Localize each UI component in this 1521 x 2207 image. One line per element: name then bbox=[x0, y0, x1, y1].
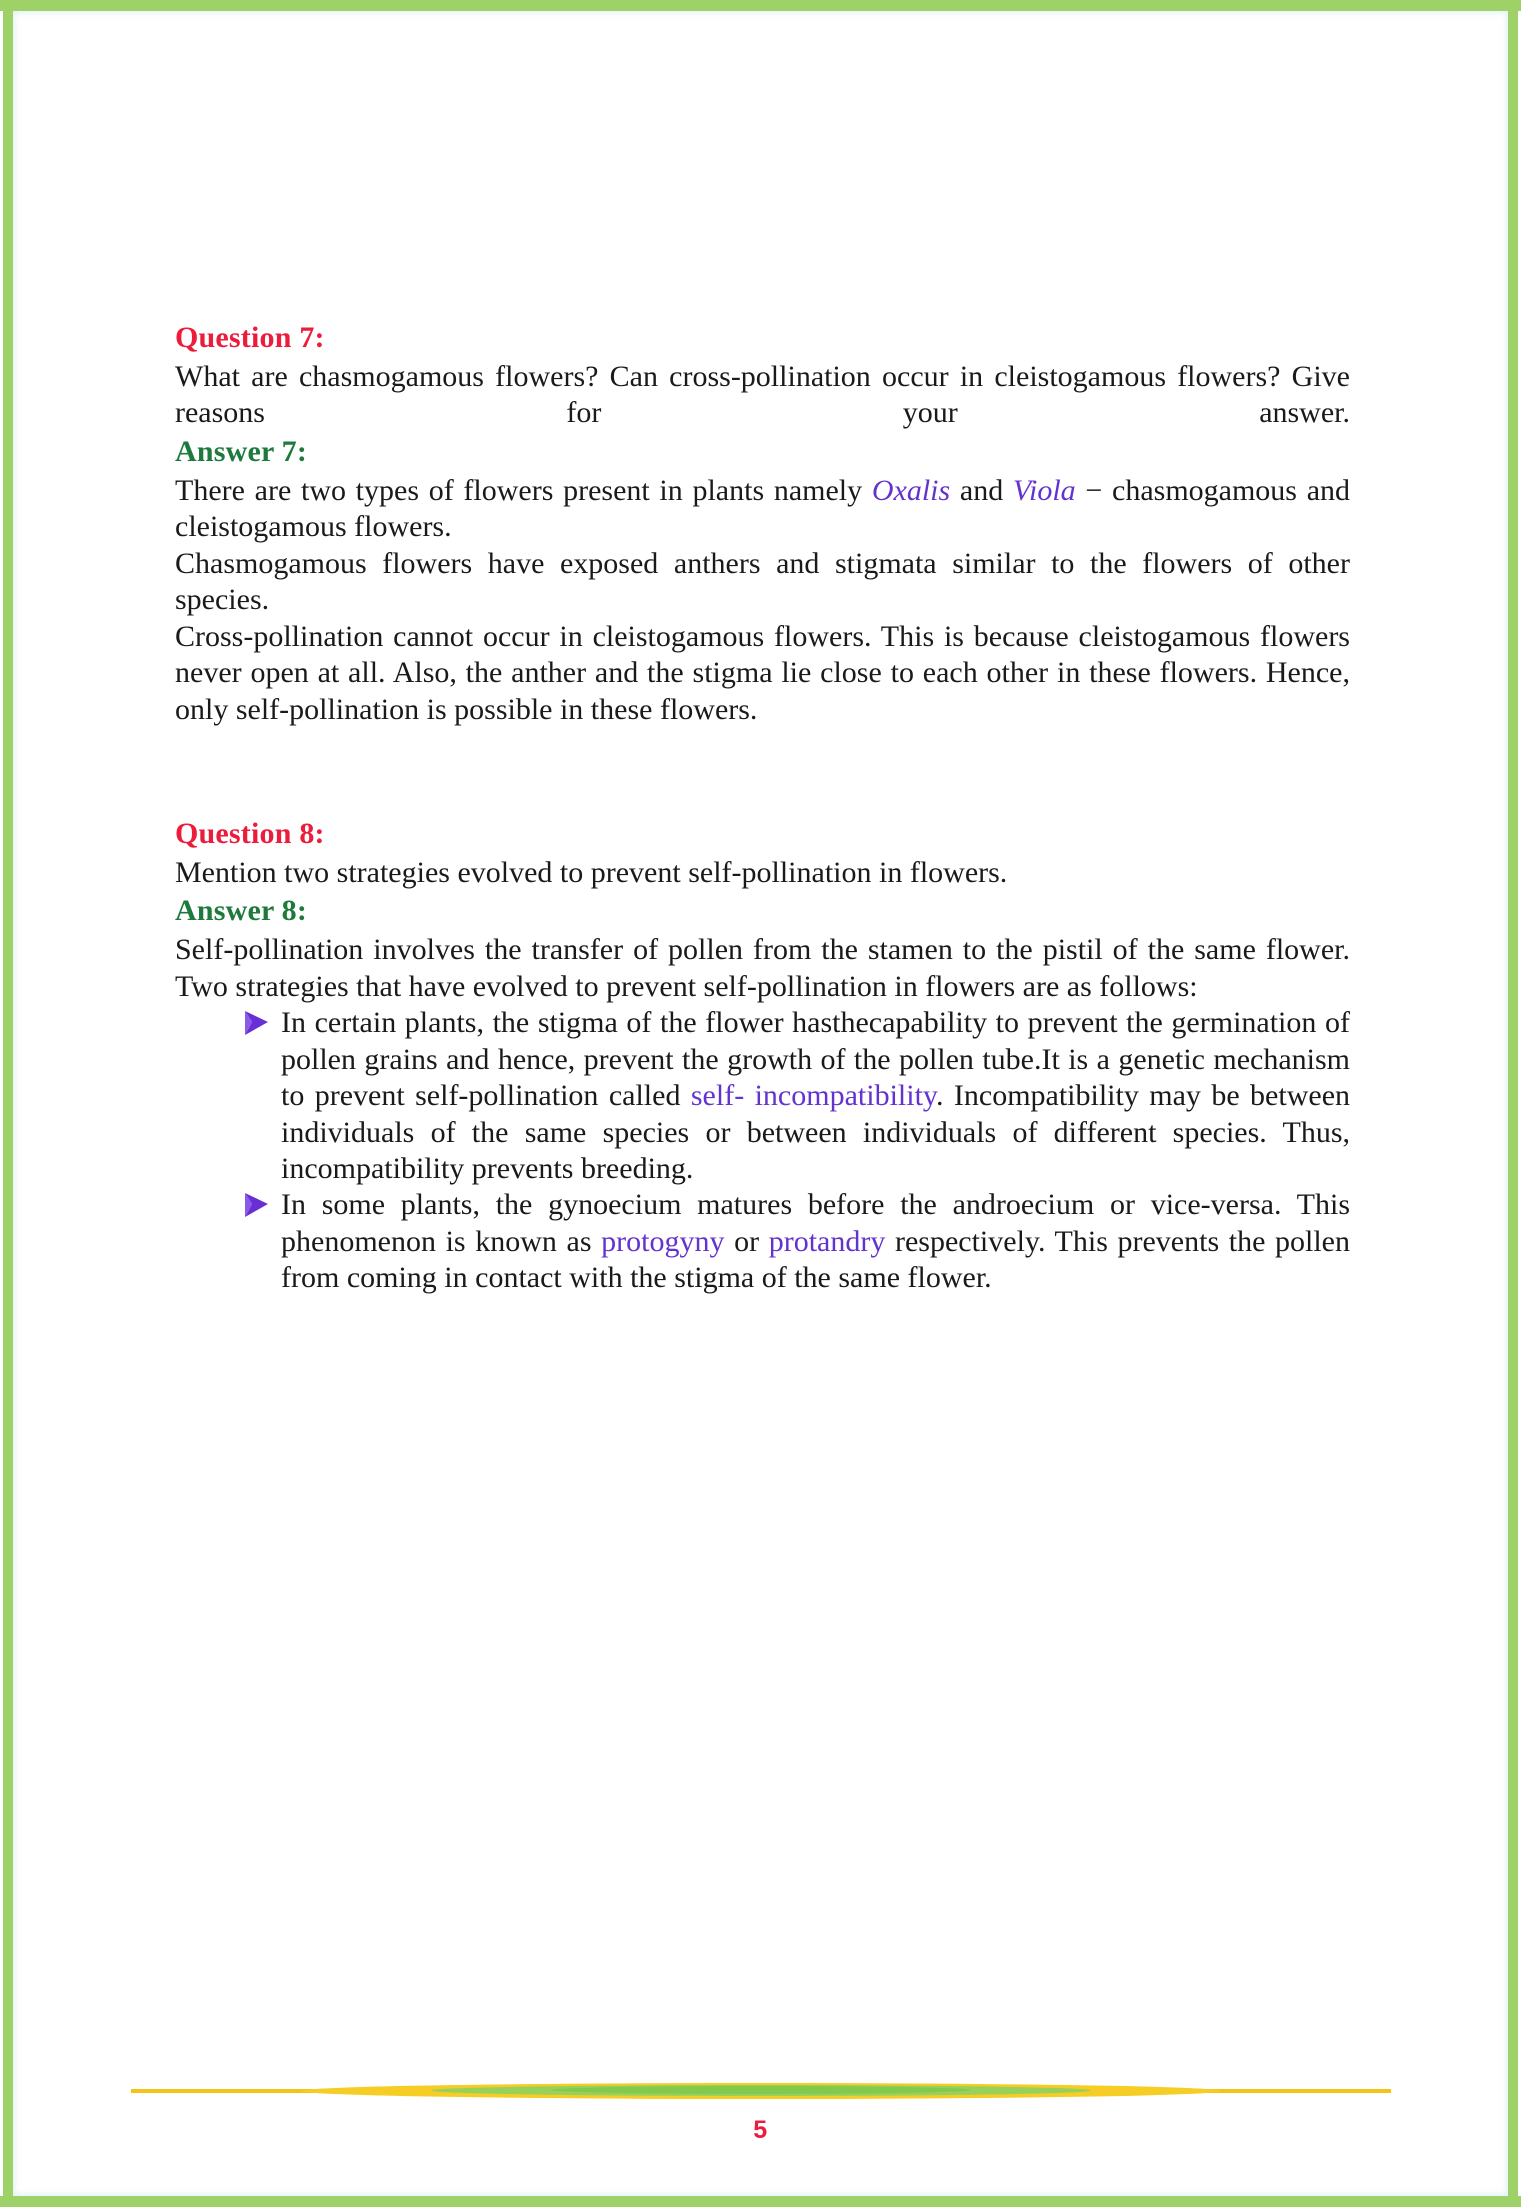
species-name-viola: Viola bbox=[1012, 473, 1076, 507]
page-border-left bbox=[3, 0, 13, 2207]
species-name-oxalis: Oxalis bbox=[871, 473, 951, 507]
question-8-heading: Question 8: bbox=[175, 816, 325, 850]
bullet-2-mid: or bbox=[724, 1224, 769, 1258]
footer-divider bbox=[131, 2080, 1391, 2102]
term-self-incompatibility: self- incompatibility bbox=[690, 1079, 936, 1113]
page-border-right bbox=[1508, 0, 1518, 2207]
term-protogyny: protogyny bbox=[601, 1224, 725, 1258]
answer-7-paragraph-1 bbox=[175, 473, 1350, 546]
page-border-top bbox=[0, 0, 1521, 11]
term-protandry: protandry bbox=[768, 1224, 886, 1258]
answer-7-p1-pre: There are two types of flowers present in plants namely bbox=[175, 473, 872, 507]
question-7-text: What are chasmogamous flowers? Can cross-pollination occur in cleistogamous flowers? Give reasons for your answer. bbox=[175, 360, 1350, 430]
question-7-heading: Question 7: bbox=[175, 321, 325, 354]
answer-8-heading: Answer 8: bbox=[175, 894, 308, 928]
page-border-bottom bbox=[0, 2196, 1521, 2207]
answer-7-p1-mid: and bbox=[950, 473, 1013, 507]
bullet-2-post: respectively. This prevents the pollen from coming in contact with the stigma of the same flower. bbox=[281, 1224, 1350, 1295]
footer-divider-core-inner bbox=[551, 2086, 971, 2094]
answer-7-heading: Answer 7: bbox=[175, 434, 308, 468]
answer-7-p1-post: − chasmogamous and cleistogamous flowers. bbox=[175, 473, 1351, 544]
page-number: 5 bbox=[753, 2116, 768, 2144]
answer-7-paragraph-3: Cross-pollination cannot occur in cleistogamous flowers. This is because cleistogamous flowers never open at all. Also, the anther and the stigma lie close to each other in these flowers. Hence, only self-pollination is possible in these flowers. bbox=[175, 619, 1350, 726]
answer-8-intro: Self-pollination involves the transfer of pollen from the stamen to the pistil of the same flower. Two strategies that have evolved to prevent self-pollination in flowers are as follows: bbox=[175, 933, 1350, 1003]
answer-7-paragraph-2: Chasmogamous flowers have exposed anthers and stigmata similar to the flowers of other species. bbox=[175, 546, 1350, 617]
bullet-1-pre: In certain plants, the stigma of the flower hasthecapability to prevent the germination of pollen grains and hence, prevent the growth of the pollen tube.It is a genetic mechanism to prevent self-pollination called bbox=[281, 1006, 1350, 1113]
arrow-bullet-icon bbox=[241, 1008, 275, 1040]
section-spacer bbox=[175, 728, 1350, 814]
list-item bbox=[247, 1187, 1350, 1296]
bullet-2-pre: In some plants, the gynoecium matures before the androecium or vice-versa. This phenomenon is known as bbox=[281, 1188, 1350, 1258]
bullet-1-post: . Incompatibility may be between individuals of the same species or between individuals of different species. Thus, incompatibility prevents breeding. bbox=[281, 1079, 1351, 1185]
question-8-text: Mention two strategies evolved to prevent self-pollination in flowers. bbox=[175, 855, 1008, 889]
strategy-list bbox=[175, 1005, 1350, 1297]
arrow-bullet-icon bbox=[241, 1190, 275, 1222]
document-content bbox=[175, 318, 1350, 1297]
list-item bbox=[247, 1005, 1350, 1187]
page-footer bbox=[0, 2080, 1521, 2145]
